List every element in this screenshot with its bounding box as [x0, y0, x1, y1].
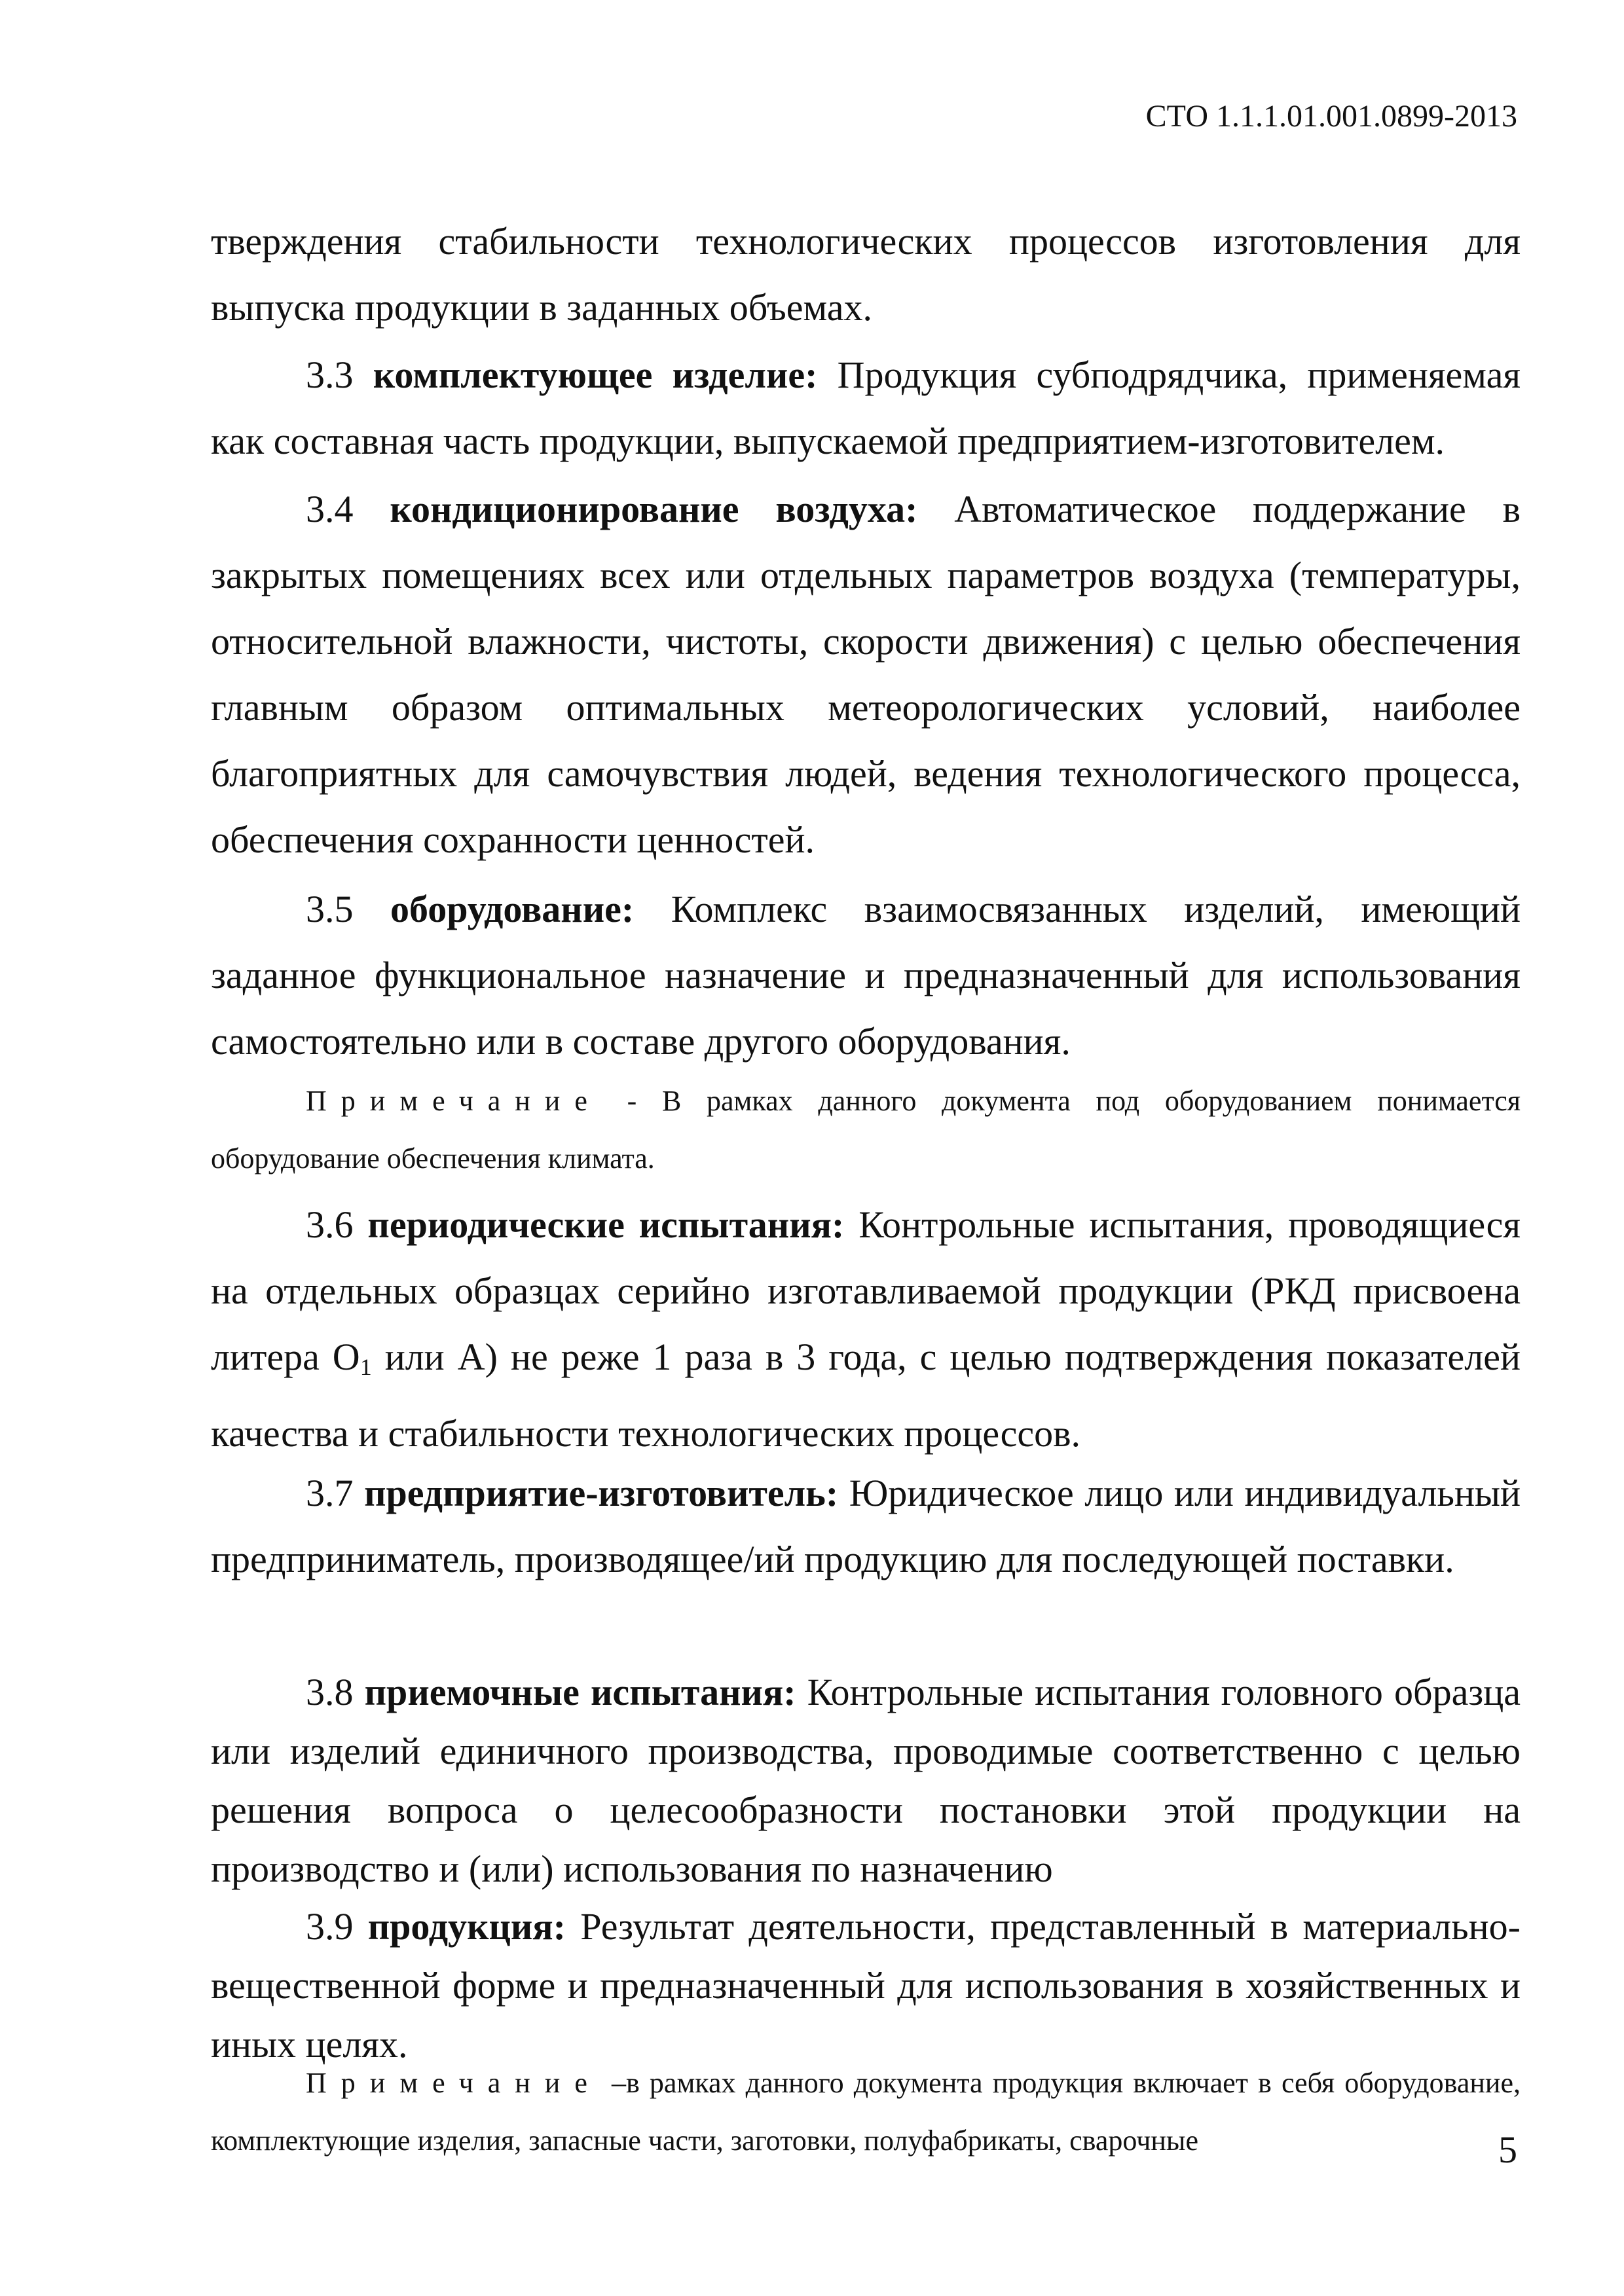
definition-3-5: [211, 876, 1521, 1074]
note-products: [211, 2054, 1521, 2170]
definition-3-4: [211, 476, 1521, 873]
definition-3-8: [211, 1663, 1521, 1899]
term: кондиционирование воздуха:: [390, 488, 918, 530]
definition-text: Комплекс взаимосвязанных изделий, имеющий заданное функциональное назначение и предназначенный для использования самостоятельно или в составе другого оборудования.: [211, 888, 1521, 1063]
note-text: –в рамках данного документа продукция включает в себя оборудование, комплектующие изделия, запасные части, заготовки, полуфабрикаты, сварочные: [211, 2067, 1521, 2157]
definition-text: Результат деятельности, представленный в материально-вещественной форме и предназначенный для использования в хозяйственных и иных целях.: [211, 1905, 1521, 2066]
clause-number: 3.4: [306, 488, 354, 530]
definition-3-6: [211, 1192, 1521, 1467]
term: приемочные испытания:: [364, 1671, 796, 1713]
term: комплектующее изделие:: [373, 354, 818, 396]
definition-text-cont: или А) не реже 1 раза в 3 года, с целью подтверждения показателей качества и стабильности технологических процессов.: [211, 1336, 1521, 1455]
clause-number: 3.6: [306, 1203, 354, 1246]
note-text: - В рамках данного документа под оборудованием понимается оборудование обеспечения климата.: [211, 1085, 1521, 1175]
term: оборудование:: [390, 888, 635, 930]
term: периодические испытания:: [367, 1203, 845, 1246]
clause-number: 3.7: [306, 1472, 354, 1514]
clause-number: 3.9: [306, 1905, 354, 1948]
clause-number: 3.8: [306, 1671, 354, 1713]
definition-text: Продукция субподрядчика, применяемая как составная часть продукции, выпускаемой предприятием-изготовителем.: [211, 354, 1521, 462]
note-label: Примечание: [306, 2067, 602, 2099]
definition-text: Юридическое лицо или индивидуальный предприниматель, производящее/ий продукцию для последующей поставки.: [211, 1472, 1521, 1580]
paragraph-text: тверждения стабильности технологических процессов изготовления для выпуска продукции в заданных объемах.: [211, 220, 1521, 329]
clause-number: 3.5: [306, 888, 354, 930]
definition-text: Автоматическое поддержание в закрытых помещениях всех или отдельных параметров воздуха (температуры, относительной влажности, чистоты, скорости движения) с целью обеспечения главным образом оптимальных метеорологических условий, наиболее благоприятных для самочувствия людей, ведения технологического процесса, обеспечения сохранности ценностей.: [211, 488, 1521, 861]
note-equipment: [211, 1072, 1521, 1188]
term: предприятие-изготовитель:: [364, 1472, 839, 1514]
term: продукция:: [367, 1905, 566, 1948]
note-label: Примечание: [306, 1085, 602, 1117]
definition-3-9: [211, 1897, 1521, 2074]
definition-3-7: [211, 1460, 1521, 1592]
subscript: 1: [360, 1354, 372, 1380]
definition-3-3: [211, 342, 1521, 474]
page-number: 5: [1498, 2128, 1517, 2171]
definition-text: Контрольные испытания, проводящиеся на отдельных образцах серийно изготавливаемой продукции (РКД присвоена литера О: [211, 1203, 1521, 1378]
paragraph-continuation: [211, 208, 1521, 340]
clause-number: 3.3: [306, 354, 354, 396]
definition-text: Контрольные испытания головного образца или изделий единичного производства, проводимые соответственно с целью решения вопроса о целесообразности постановки этой продукции на производство и (или) использования по назначению: [211, 1671, 1521, 1890]
document-code: СТО 1.1.1.01.001.0899-2013: [1145, 99, 1517, 134]
